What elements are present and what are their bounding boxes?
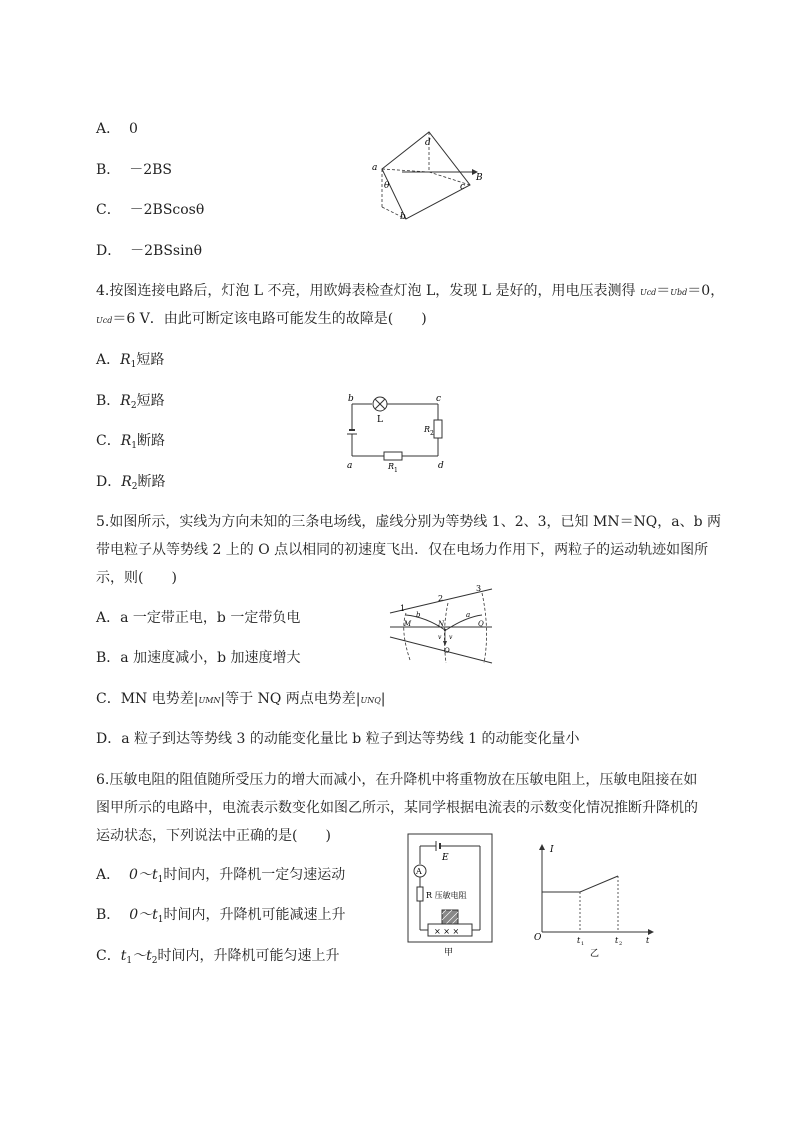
- option-text: a 粒子到达等势线 3 的动能变化量比 b 粒子到达等势线 1 的动能变化量小: [121, 731, 580, 747]
- q5-option-d: [96, 730, 580, 748]
- q6-stem-line3: 运动状态，下列说法中正确的是( ): [96, 828, 331, 844]
- label-M: M: [404, 620, 412, 628]
- q4-stem-line1: [96, 282, 724, 302]
- q6-option-c: [96, 947, 339, 970]
- label-t1-sub: 1: [581, 941, 585, 947]
- label-O: O: [444, 647, 450, 655]
- q4-option-c: [96, 432, 165, 455]
- option-label: B．: [96, 393, 121, 409]
- label-b: b: [348, 394, 354, 404]
- q5-field-figure: [386, 585, 496, 665]
- label-3: 3: [476, 585, 482, 593]
- option-label: D．: [96, 731, 122, 747]
- resistor-symbol: R: [121, 474, 132, 490]
- option-text: 时间内，升降机可能减速上升: [163, 907, 346, 923]
- option-label: A．: [96, 610, 121, 626]
- q3-option-a: [96, 120, 138, 138]
- option-label: D．: [96, 243, 122, 259]
- q3-option-d: [96, 242, 202, 260]
- option-text: 断路: [137, 433, 165, 449]
- subscript: 1: [130, 360, 137, 370]
- label-Q: Q: [478, 620, 484, 628]
- label-I: I: [550, 845, 554, 855]
- q6-stem-line1: 6.压敏电阻的阻值随所受压力的增大而减小，在升降机中将重物放在压敏电阻上，压敏电阻接在如: [96, 772, 698, 788]
- stem-text: ＝: [656, 283, 671, 299]
- label-O: O: [534, 933, 542, 943]
- label-b: b: [416, 611, 421, 619]
- q5-option-c: [96, 690, 386, 710]
- label-R-sub: 1: [394, 467, 398, 472]
- option-label: A．: [96, 352, 121, 368]
- option-text: －2BSsinθ: [130, 243, 203, 259]
- subscript: 1: [157, 915, 164, 925]
- q5-stem-line1: 5.如图所示，实线为方向未知的三条电场线，虚线分别为等势线 1、2、3，已知 MN＝NQ，a、b 两: [96, 514, 722, 530]
- voltage-symbol: Ubd: [670, 288, 688, 297]
- q6-figure-jia: [404, 830, 496, 960]
- option-text: MN 电势差|: [120, 691, 199, 707]
- subscript: 1: [131, 441, 137, 451]
- option-label: C．: [96, 948, 121, 964]
- time-symbol: 0～t: [129, 907, 158, 923]
- option-text: 短路: [136, 393, 165, 409]
- label-d: d: [425, 138, 431, 148]
- q4-stem-line2: [96, 310, 427, 330]
- q4-option-b: [96, 392, 165, 415]
- option-text: －2BS: [129, 162, 172, 178]
- voltage-symbol: Ucd: [639, 288, 657, 297]
- option-text: 0: [129, 121, 138, 137]
- label-v: v: [449, 634, 453, 641]
- resistor-symbol: R: [120, 352, 131, 368]
- label-c: c: [436, 394, 442, 404]
- option-label: B．: [96, 907, 121, 923]
- label-R: R: [424, 425, 431, 434]
- label-N: N: [438, 620, 445, 628]
- label-a: a: [372, 163, 378, 173]
- time-symbol: t: [120, 948, 127, 964]
- option-text: |: [380, 691, 386, 707]
- q5-option-b: [96, 649, 301, 667]
- option-text: a 一定带正电，b 一定带负电: [120, 610, 301, 626]
- q5-stem-line3: 示，则( ): [96, 570, 177, 586]
- q5-option-a: [96, 609, 300, 627]
- option-label: D．: [96, 474, 122, 490]
- option-text: a 加速度减小，b 加速度增大: [120, 650, 301, 666]
- subscript: 2: [130, 401, 137, 411]
- q3-option-b: [96, 161, 172, 179]
- ammeter-icon: A: [416, 867, 422, 876]
- subscript: 1: [157, 875, 164, 885]
- option-label: C．: [96, 202, 121, 218]
- option-label: B．: [96, 162, 121, 178]
- subscript: 2: [151, 956, 158, 966]
- q6-option-b: [96, 906, 345, 929]
- resistor-symbol: R: [120, 393, 131, 409]
- label-crosses: × × ×: [434, 927, 460, 936]
- label-L: L: [377, 415, 383, 425]
- option-text: －2BScosθ: [129, 202, 205, 218]
- option-text: 断路: [137, 474, 166, 490]
- label-a: a: [466, 611, 471, 619]
- option-label: C．: [96, 433, 121, 449]
- label-a: a: [347, 461, 353, 471]
- option-text: 时间内，升降机可能匀速上升: [157, 948, 340, 964]
- label-theta: θ: [384, 181, 390, 191]
- label-t1: t: [577, 936, 581, 945]
- q4-option-a: [96, 351, 164, 374]
- label-E: E: [442, 853, 449, 863]
- label-R-sub: 2: [430, 430, 434, 437]
- q5-stem-line2: 带电粒子从等势线 2 上的 O 点以相同的初速度飞出．仅在电场力作用下，两粒子的运动轨迹如图所: [96, 542, 709, 558]
- q6-stem-line2: 图甲所示的电路中，电流表示数变化如图乙所示，某同学根据电流表的示数变化情况推断升降机的: [96, 800, 698, 816]
- time-symbol: 0～t: [129, 867, 158, 883]
- label-v: v: [438, 634, 442, 641]
- option-text: 短路: [136, 352, 165, 368]
- option-label: C．: [96, 691, 121, 707]
- label-jia: 甲: [444, 948, 454, 958]
- option-text: 时间内，升降机一定匀速运动: [163, 867, 346, 883]
- label-yi: 乙: [590, 949, 600, 958]
- label-2: 2: [438, 594, 444, 603]
- subscript: UMN: [198, 696, 221, 705]
- q3-option-c: [96, 201, 204, 219]
- stem-text: ＝6 V．由此可断定该电路可能发生的故障是( ): [112, 311, 427, 327]
- stem-text: ＝0，: [687, 283, 725, 299]
- q4-option-d: [96, 473, 166, 496]
- voltage-symbol: Ucd: [96, 316, 113, 325]
- q6-option-a: [96, 866, 345, 889]
- label-R: R: [388, 462, 395, 471]
- subscript: UNQ: [360, 696, 381, 705]
- label-d: d: [438, 461, 444, 471]
- option-text: |等于 NQ 两点电势差|: [220, 691, 361, 707]
- q6-figure-yi: [530, 840, 660, 958]
- label-t2: t: [615, 936, 619, 945]
- option-label: B．: [96, 650, 121, 666]
- label-t: t: [646, 936, 650, 945]
- resistor-symbol: R: [120, 433, 132, 449]
- stem-text: 4.按图连接电路后，灯泡 L 不亮，用欧姆表检查灯泡 L，发现 L 是好的，用电压表测得: [96, 283, 636, 299]
- time-symbol: ～t: [132, 948, 152, 964]
- option-label: A．: [96, 121, 121, 137]
- label-b: b: [400, 212, 406, 222]
- q3-figure: [366, 125, 496, 225]
- label-R-pressure-resistor: R 压敏电阻: [426, 891, 467, 900]
- subscript: 2: [131, 482, 138, 492]
- subscript: 1: [126, 956, 133, 966]
- label-B: B: [476, 173, 483, 183]
- q4-circuit-figure: [340, 392, 450, 472]
- label-c: c: [460, 182, 466, 192]
- option-label: A．: [96, 867, 121, 883]
- label-1: 1: [400, 604, 406, 613]
- label-t2-sub: 2: [619, 941, 623, 947]
